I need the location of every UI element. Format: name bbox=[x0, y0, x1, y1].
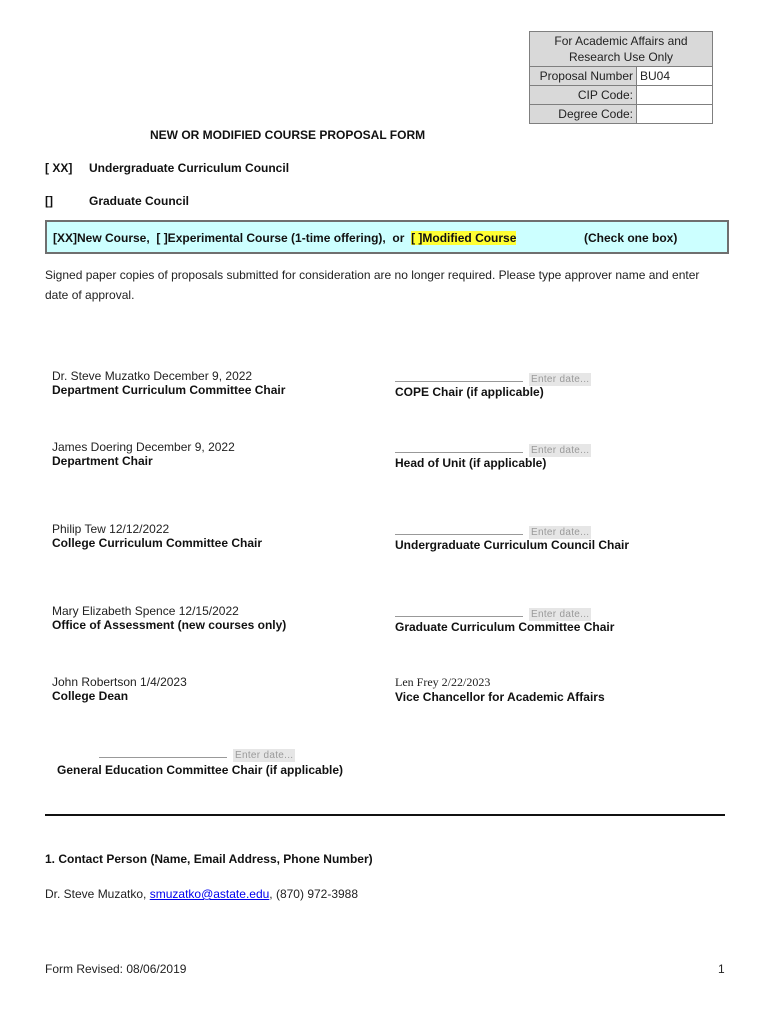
proposal-number-label: Proposal Number bbox=[530, 67, 637, 86]
gen-ed-signature-line bbox=[99, 745, 295, 761]
approver-name-college-curriculum[interactable]: Philip Tew 12/12/2022 bbox=[52, 522, 170, 536]
approver-name-dept-curriculum[interactable]: Dr. Steve Muzatko December 9, 2022 bbox=[52, 369, 253, 383]
contact-details bbox=[45, 887, 358, 901]
council-graduate-checkbox[interactable]: [] bbox=[45, 194, 53, 208]
date-picker[interactable]: Enter date... bbox=[531, 445, 590, 456]
name-blank-line[interactable] bbox=[395, 522, 523, 535]
approver-name-college-dean[interactable]: John Robertson 1/4/2023 bbox=[52, 675, 187, 689]
signature-left-4 bbox=[52, 604, 286, 632]
admin-use-box bbox=[529, 31, 713, 124]
course-type-modified[interactable]: [ ]Modified Course bbox=[411, 231, 517, 245]
name-blank-line[interactable] bbox=[395, 440, 523, 453]
council-graduate bbox=[45, 194, 189, 208]
contact-name: Dr. Steve Muzatko, bbox=[45, 887, 147, 901]
approver-name-assessment[interactable]: Mary Elizabeth Spence 12/15/2022 bbox=[52, 604, 239, 618]
course-type-new[interactable]: [XX]New Course, bbox=[53, 231, 150, 245]
approver-title-dept-chair: Department Chair bbox=[52, 454, 153, 468]
approver-title-head-of-unit: Head of Unit (if applicable) bbox=[395, 456, 547, 470]
contact-heading: 1. Contact Person (Name, Email Address, Phone Number) bbox=[45, 852, 373, 866]
date-picker[interactable]: Enter date... bbox=[531, 374, 590, 385]
approver-title-cope-chair: COPE Chair (if applicable) bbox=[395, 385, 544, 399]
name-blank-line[interactable] bbox=[99, 745, 227, 758]
approver-title-dept-curriculum: Department Curriculum Committee Chair bbox=[52, 383, 286, 397]
approver-title-assessment: Office of Assessment (new courses only) bbox=[52, 618, 287, 632]
signature-right-2 bbox=[395, 440, 591, 470]
council-undergraduate-label: Undergraduate Curriculum Council bbox=[89, 161, 290, 175]
approver-name-dept-chair[interactable]: James Doering December 9, 2022 bbox=[52, 440, 235, 454]
course-type-or: or bbox=[392, 231, 405, 245]
approver-title-gcc-chair: Graduate Curriculum Committee Chair bbox=[395, 620, 615, 634]
date-picker[interactable]: Enter date... bbox=[531, 609, 590, 620]
page-number: 1 bbox=[718, 962, 725, 976]
date-picker[interactable]: Enter date... bbox=[531, 527, 590, 538]
contact-phone: , (870) 972-3988 bbox=[269, 887, 359, 901]
approver-title-gen-ed: General Education Committee Chair (if applicable) bbox=[57, 763, 344, 777]
name-blank-line[interactable] bbox=[395, 369, 523, 382]
council-undergraduate bbox=[45, 161, 289, 175]
check-one-box-note: (Check one box) bbox=[584, 231, 678, 245]
section-divider bbox=[45, 814, 725, 816]
name-blank-line[interactable] bbox=[395, 604, 523, 617]
course-type-box bbox=[45, 220, 729, 254]
proposal-number-value[interactable]: BU04 bbox=[637, 67, 713, 86]
signature-right-5 bbox=[395, 675, 605, 704]
cip-code-value[interactable] bbox=[637, 86, 713, 105]
signature-left-3 bbox=[52, 522, 262, 550]
signature-right-1 bbox=[395, 369, 591, 399]
degree-code-label: Degree Code: bbox=[530, 105, 637, 124]
degree-code-value[interactable] bbox=[637, 105, 713, 124]
approver-name-vcaa[interactable]: Len Frey 2/22/2023 bbox=[395, 675, 491, 689]
form-title: NEW OR MODIFIED COURSE PROPOSAL FORM bbox=[150, 128, 426, 142]
approver-title-college-curriculum: College Curriculum Committee Chair bbox=[52, 536, 263, 550]
form-revised-date: Form Revised: 08/06/2019 bbox=[45, 962, 187, 976]
admin-box-header: For Academic Affairs and Research Use Only bbox=[530, 32, 713, 67]
signature-right-3 bbox=[395, 522, 629, 552]
cip-code-label: CIP Code: bbox=[530, 86, 637, 105]
signature-left-1 bbox=[52, 369, 285, 397]
approver-title-ucc-chair: Undergraduate Curriculum Council Chair bbox=[395, 538, 630, 552]
council-undergraduate-checkbox[interactable]: [ XX] bbox=[45, 161, 73, 175]
signature-left-2 bbox=[52, 440, 235, 468]
council-graduate-label: Graduate Council bbox=[89, 194, 190, 208]
approver-title-college-dean: College Dean bbox=[52, 689, 129, 703]
course-type-experimental[interactable]: [ ]Experimental Course (1-time offering), bbox=[156, 231, 386, 245]
approver-title-vcaa: Vice Chancellor for Academic Affairs bbox=[395, 690, 605, 704]
instructions-text: Signed paper copies of proposals submitted for consideration are no longer required. Please type approver name and enter date of approval. bbox=[45, 268, 700, 302]
signature-left-5 bbox=[52, 675, 187, 703]
signature-right-4 bbox=[395, 604, 614, 634]
date-picker[interactable]: Enter date... bbox=[235, 750, 294, 761]
contact-email-link[interactable]: smuzatko@astate.edu bbox=[149, 887, 270, 901]
